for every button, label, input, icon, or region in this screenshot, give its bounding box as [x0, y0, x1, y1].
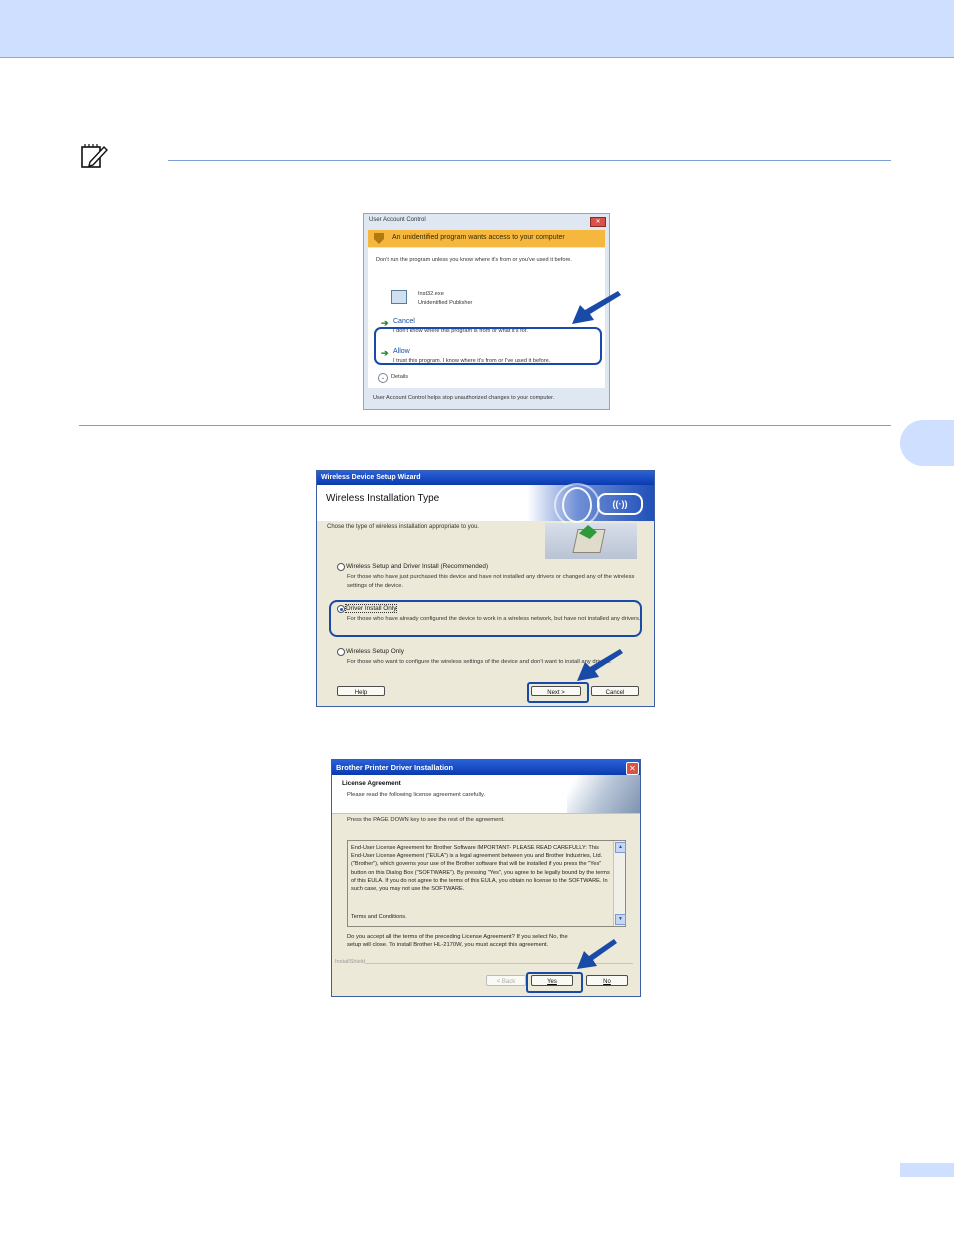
license-hint: Press the PAGE DOWN key to see the rest of the agreement. — [347, 817, 505, 823]
uac-publisher: Unidentified Publisher — [418, 300, 473, 306]
uac-footer: User Account Control helps stop unauthorized changes to your computer. — [373, 395, 555, 401]
wizard-subtitle: Chose the type of wireless installation appropriate to you. — [327, 524, 480, 530]
callout-arrow-icon — [574, 936, 618, 972]
uac-warning: Don't run the program unless you know where it's from or you've used it before. — [376, 257, 572, 263]
license-subheading: Please read the following license agreement carefully. — [347, 792, 486, 798]
scroll-up-icon[interactable]: ▲ — [615, 842, 626, 853]
uac-banner — [368, 230, 605, 247]
no-button[interactable]: No — [586, 975, 628, 986]
installshield-label: InstallShield — [335, 959, 366, 965]
option-highlight-ring — [329, 600, 642, 637]
uac-details-label[interactable]: Details — [391, 374, 409, 380]
note-pencil-icon — [80, 143, 108, 169]
next-button[interactable]: Next > — [531, 686, 581, 696]
callout-arrow-icon — [574, 646, 624, 684]
uac-allow-label: Allow — [393, 348, 410, 355]
chapter-tab — [900, 420, 954, 466]
license-heading: License Agreement — [342, 780, 401, 787]
license-terms: Terms and Conditions. — [351, 914, 407, 920]
wizard-heading: Wireless Installation Type — [326, 493, 440, 504]
license-text-area[interactable] — [347, 840, 626, 927]
cancel-button[interactable]: Cancel — [591, 686, 639, 696]
note-bottom-rule — [79, 425, 891, 426]
option-label: Wireless Setup and Driver Install (Recommended) — [346, 563, 489, 570]
license-title: Brother Printer Driver Installation — [336, 763, 454, 772]
help-button[interactable]: Help — [337, 686, 385, 696]
scrollbar[interactable] — [613, 841, 625, 926]
uac-banner-text: An unidentified program wants access to your computer — [392, 234, 565, 241]
license-text: End-User License Agreement for Brother Software IMPORTANT- PLEASE READ CAREFULLY: This End-User License Agreement ("EULA") is a legal agreement between you and Brother Industries, Ltd. ("Brother"), which governs your use of the Brother software that will be installed if you press the "Yes" button on this Dialog Box ("SOFTWARE"). By pressing "Yes", you agree to be legally bound by the terms of this EULA. If you do not agree to the terms of this EULA, you obtain no license to the SOFTWARE. In such case, you may not use the SOFTWARE. — [351, 845, 610, 893]
green-arrow-icon: ➔ — [381, 318, 389, 328]
back-button[interactable]: < Back — [486, 975, 526, 986]
uac-program-name: Inst32.exe — [418, 291, 444, 297]
green-arrow-icon: ➔ — [381, 348, 389, 358]
uac-cancel-desc: I don't know where this program is from or what it's for. — [393, 328, 528, 334]
chevron-down-icon[interactable]: ⌄ — [378, 373, 388, 383]
allow-highlight-ring — [374, 327, 602, 365]
note-top-rule — [168, 160, 891, 161]
radio-wireless-setup-driver[interactable] — [337, 563, 345, 571]
program-icon — [391, 290, 407, 304]
uac-allow-desc: I trust this program. I know where it's from or I've used it before. — [393, 358, 551, 364]
radio-wireless-setup-only[interactable] — [337, 648, 345, 656]
option-desc: For those who have just purchased this device and have not installed any drivers or changed any of the wireless settings of the device. — [347, 574, 635, 589]
wizard-title: Wireless Device Setup Wizard — [321, 474, 421, 481]
uac-cancel-label: Cancel — [393, 318, 415, 325]
license-titlebar — [332, 760, 640, 775]
option-desc: For those who have already configured the device to work in a wireless network, but have not installed any drivers. — [347, 616, 641, 622]
close-icon[interactable]: ✕ — [590, 217, 606, 227]
yes-button[interactable]: Yes — [531, 975, 573, 986]
wizard-titlebar — [317, 471, 654, 485]
option-label: Driver Install Only — [346, 605, 397, 612]
header-graphic — [567, 775, 640, 813]
scroll-down-icon[interactable]: ▼ — [615, 914, 626, 925]
page-number-tab — [900, 1163, 954, 1177]
shield-icon — [374, 233, 384, 244]
uac-title: User Account Control — [369, 217, 426, 223]
wireless-logo: ((·)) — [597, 493, 643, 515]
callout-arrow-icon — [568, 288, 622, 328]
close-icon[interactable]: ✕ — [626, 762, 639, 775]
license-question: Do you accept all the terms of the preceding License Agreement? If you select No, the setup will close. To install Brother HL-2170W, you must accept this agreement. — [347, 934, 568, 949]
option-label: Wireless Setup Only — [346, 648, 404, 655]
wave-ring — [554, 483, 600, 527]
option-desc: For those who want to configure the wireless settings of the device and don't want to install any drivers. — [347, 659, 612, 665]
header-band — [0, 0, 954, 58]
